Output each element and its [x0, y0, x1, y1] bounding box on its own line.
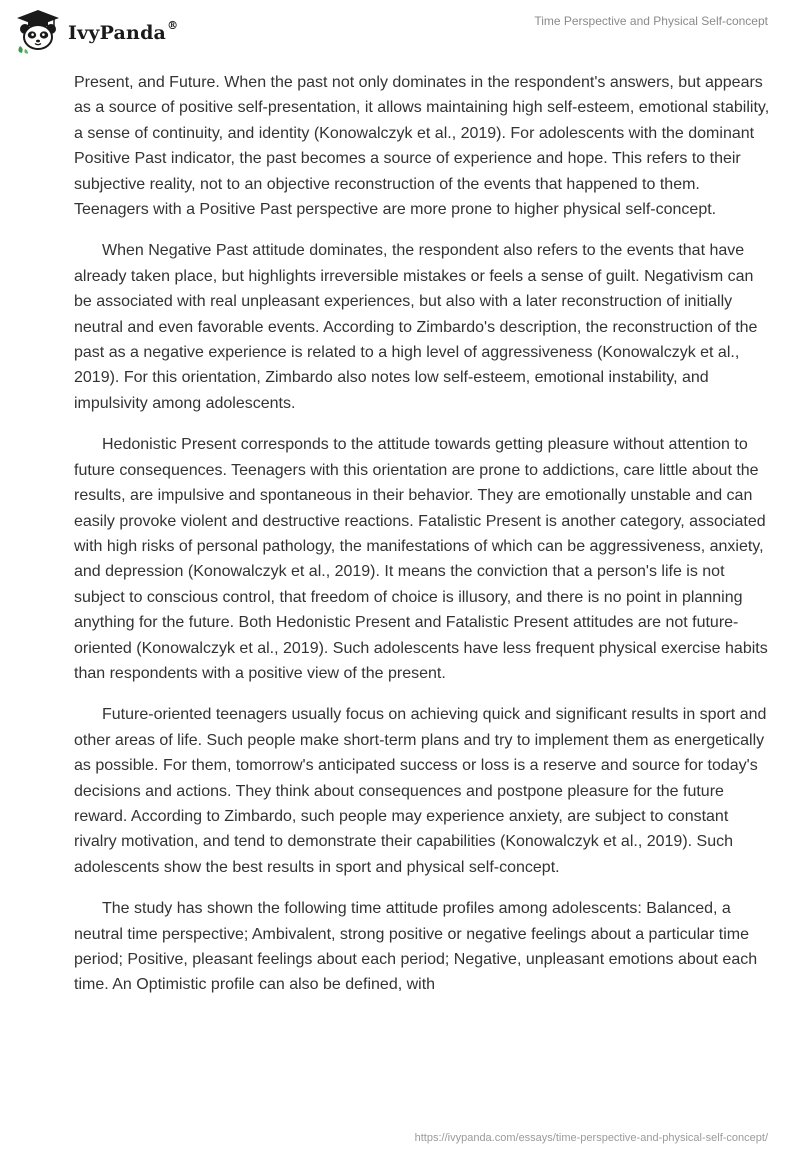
essay-body — [74, 70, 774, 1014]
paragraph-4: Future-oriented teenagers usually focus on achieving quick and significant results in sport and other areas of life. Such people make short-term plans and try to implement them as energetically as possible. For them, tomorrow's anticipated success or loss is a reserve and source for today's decisions and actions. They think about consequences and postpone pleasure for the future reward. According to Zimbardo, such people may experience anxiety, are subject to constant rivalry motivation, and tend to demonstrate their capabilities (Konowalczyk et al., 2019). Such adolescents show the best results in sport and physical self-concept. — [74, 706, 767, 876]
ivypanda-logo[interactable] — [14, 8, 178, 54]
paragraph-5: The study has shown the following time attitude profiles among adolescents: Balanced, a neutral time perspective; Ambivalent, strong positive or negative feelings about a particular time period; Positive, pleasant feelings about each period; Negative, unpleasant emotions about each time. An Optimistic profile can also be defined, with — [74, 900, 758, 994]
paragraph-2: When Negative Past attitude dominates, the respondent also refers to the events that have already taken place, but highlights irreversible mistakes or feels a sense of guilt. Negativism can be associated with real unpleasant experiences, but also with a later reconstruction of initially neutral and even favorable events. According to Zimbardo's description, the reconstruction of the past as a negative experience is related to a high level of aggressiveness (Konowalczyk et al., 2019). For this orientation, Zimbardo also notes low self-esteem, emotional instability, and impulsivity among adolescents. — [74, 242, 758, 412]
document-title: Time Perspective and Physical Self-concept — [534, 14, 768, 28]
registered-mark: ® — [167, 19, 179, 32]
paragraph-1: Present, and Future. When the past not only dominates in the respondent's answers, but appears as a source of positive self-presentation, it allows maintaining high self-esteem, emotional stability, a sense of continuity, and identity (Konowalczyk et al., 2019). For adolescents with the dominant Positive Past indicator, the past becomes a source of experience and hope. This refers to their subjective reality, not to an objective reconstruction of the events that happened to them. Teenagers with a Positive Past perspective are more prone to higher physical self-concept. — [74, 74, 770, 219]
paragraph-3: Hedonistic Present corresponds to the attitude towards getting pleasure without attention to future consequences. Teenagers with this orientation are prone to addictions, care little about the results, are impulsive and spontaneous in their behavior. They are emotionally unstable and can easily provoke violent and destructive reactions. Fatalistic Present is another category, associated with high risks of personal pathology, the manifestations of which can be aggressiveness, anxiety, and depression (Konowalczyk et al., 2019). It means the conviction that a person's life is not subject to conscious control, that freedom of choice is illusory, and there is no point in planning anything for the future. Both Hedonistic Present and Fatalistic Present attitudes are not future-oriented (Konowalczyk et al., 2019). Such adolescents have less frequent physical exercise habits than respondents with a positive view of the present. — [74, 436, 768, 682]
page-header — [0, 0, 800, 60]
panda-graduate-icon — [14, 8, 62, 54]
brand-name: IvyPanda® — [68, 19, 179, 44]
source-url-link[interactable]: https://ivypanda.com/essays/time-perspective-and-physical-self-concept/ — [414, 1132, 768, 1144]
